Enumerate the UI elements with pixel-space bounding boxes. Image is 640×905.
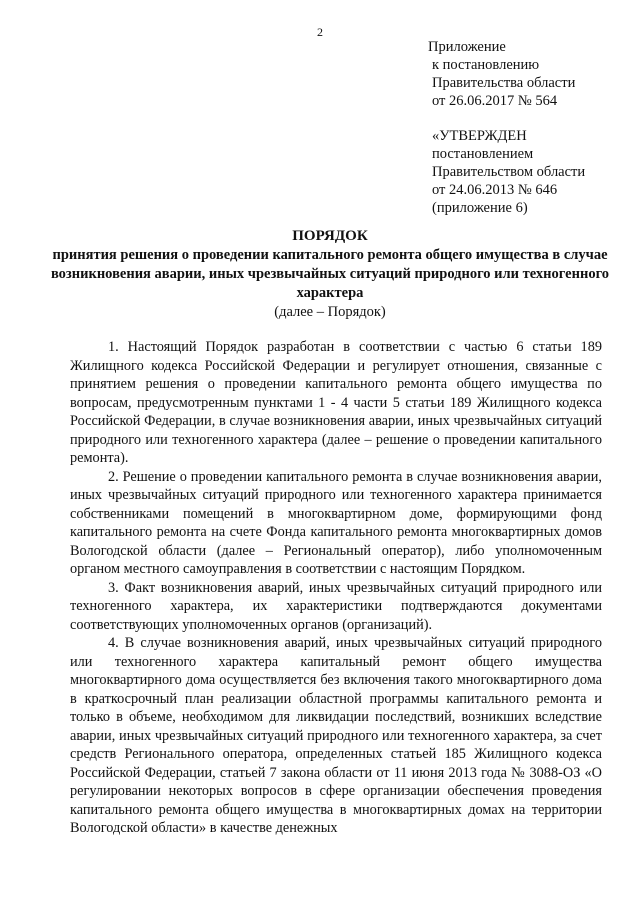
annex-line: к постановлению (432, 57, 540, 73)
document-title: ПОРЯДОК (292, 228, 368, 244)
approval-line: (приложение 6) (432, 200, 528, 216)
annex-line: от 26.06.2017 № 564 (432, 93, 558, 109)
annex-line: Приложение (428, 39, 506, 55)
paragraph: 3. Факт возникновения аварий, иных чрезвычайных ситуаций природного или техногенного характера, их характеристики подтверждаются документами соответствующих уполномоченных органов (организаций). (70, 579, 602, 633)
approval-line: от 24.06.2013 № 646 (432, 182, 558, 198)
document-subtitle: принятия решения о проведении капитального ремонта общего имущества в случае возникновения аварии, иных чрезвычайных ситуаций природного или техногенного характера (50, 247, 610, 301)
approval-line: «УТВЕРЖДЕН (432, 128, 527, 144)
approval-line: постановлением (432, 146, 534, 162)
page-number: 2 (317, 25, 323, 39)
annex-block (428, 38, 575, 110)
title-block (40, 227, 620, 322)
paragraph: 4. В случае возникновения аварий, иных чрезвычайных ситуаций природного или техногенного характера капитальный ремонт общего имущества многоквартирного дома осуществляется без включения такого многоквартирного дома в краткосрочный план реализации областной программы капитального ремонта и только в объеме, необходимом для ликвидации последствий, возникших вследствие аварии, иных чрезвычайных ситуаций природного или техногенного характера, за счет средств Регионального оператора, определенных статьей 185 Жилищного кодекса Российской Федерации, статьей 7 закона области от 11 июня 2013 года № 3088-ОЗ «О регулировании некоторых вопросов в сфере организации обеспечения проведения капитального ремонта общего имущества в многоквартирных домах на территории Вологодской области» в качестве денежных (70, 635, 602, 836)
approval-line: Правительством области (432, 164, 586, 180)
paragraph: 2. Решение о проведении капитального ремонта в случае возникновения аварии, иных чрезвычайных ситуаций природного или техногенного характера принимается собственниками помещений в многоквартирном доме, формирующими фонд капитального ремонта на счете Фонда капитального ремонта многоквартирных домов Вологодской области (далее – Региональный оператор), либо уполномоченным органом местного самоуправления в соответствии с настоящим Порядком. (70, 468, 602, 577)
paragraph: 1. Настоящий Порядок разработан в соответствии с частью 6 статьи 189 Жилищного кодекса Российской Федерации и регулирует отношения, связанные с принятием решения о проведении капитального ремонта общего имущества по вопросам, предусмотренным пунктами 1 - 4 части 5 статьи 189 Жилищного кодекса Российской Федерации, в случае возникновения аварии, иных чрезвычайных ситуаций природного или техногенного характера (далее – решение о проведении капитального ремонта). (70, 339, 602, 466)
document-subtitle-note: (далее – Порядок) (274, 304, 386, 320)
document-body (70, 338, 602, 838)
approval-block (432, 127, 585, 217)
annex-line: Правительства области (432, 75, 576, 91)
